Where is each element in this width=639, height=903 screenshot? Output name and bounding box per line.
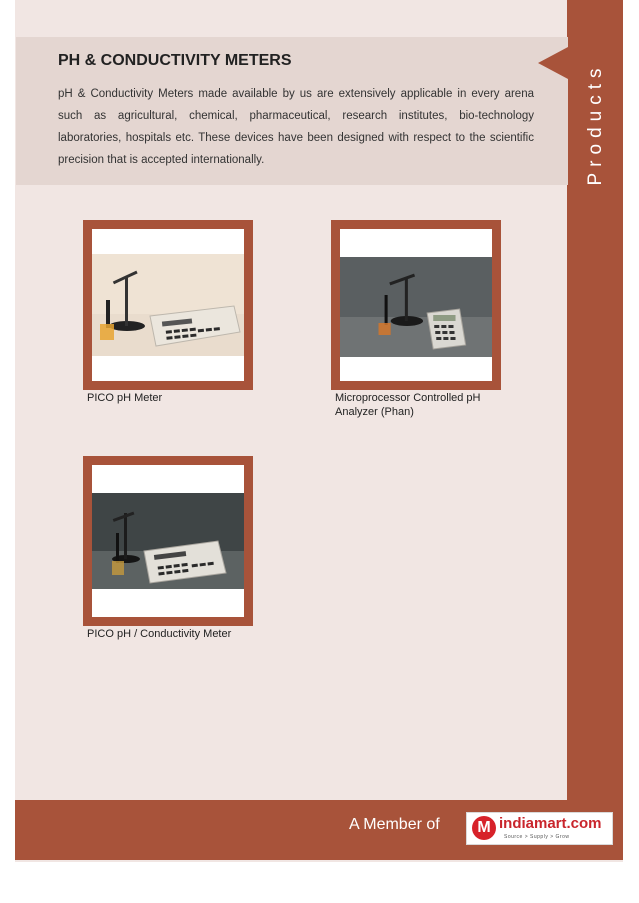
ph-analyzer-photo [340, 257, 492, 357]
indiamart-logo[interactable] [466, 812, 613, 845]
product-caption[interactable]: PICO pH Meter [87, 392, 163, 404]
indiamart-logo-icon: M [472, 816, 496, 840]
section-description: pH & Conductivity Meters made available by us are extensively applicable in every arena such as agricultural, chemical, pharmaceutical, research institutes, bio-technology laboratories, hospitals etc. These devices have been designed with respect to the scientific precision that is accepted internationally. [58, 88, 534, 166]
product-card[interactable] [331, 220, 501, 390]
product-image[interactable] [92, 229, 244, 381]
side-label [572, 62, 620, 186]
ph-meter-photo [92, 254, 244, 356]
member-text: A Member of [349, 816, 440, 833]
side-label-text: Products [585, 62, 606, 186]
logo-tagline: Source > Supply > Grow [504, 834, 570, 840]
ph-conductivity-meter-photo [92, 493, 244, 589]
section-title: PH & CONDUCTIVITY METERS [58, 52, 292, 69]
product-caption[interactable]: Microprocessor Controlled pH Analyzer (Phan) [335, 392, 481, 418]
product-card[interactable] [83, 456, 253, 626]
product-card[interactable] [83, 220, 253, 390]
product-image[interactable] [340, 229, 492, 381]
product-caption[interactable]: PICO pH / Conductivity Meter [87, 628, 232, 640]
logo-name: indiamart.com [499, 815, 602, 832]
product-image[interactable] [92, 465, 244, 617]
header-arrow-shape [534, 37, 568, 185]
